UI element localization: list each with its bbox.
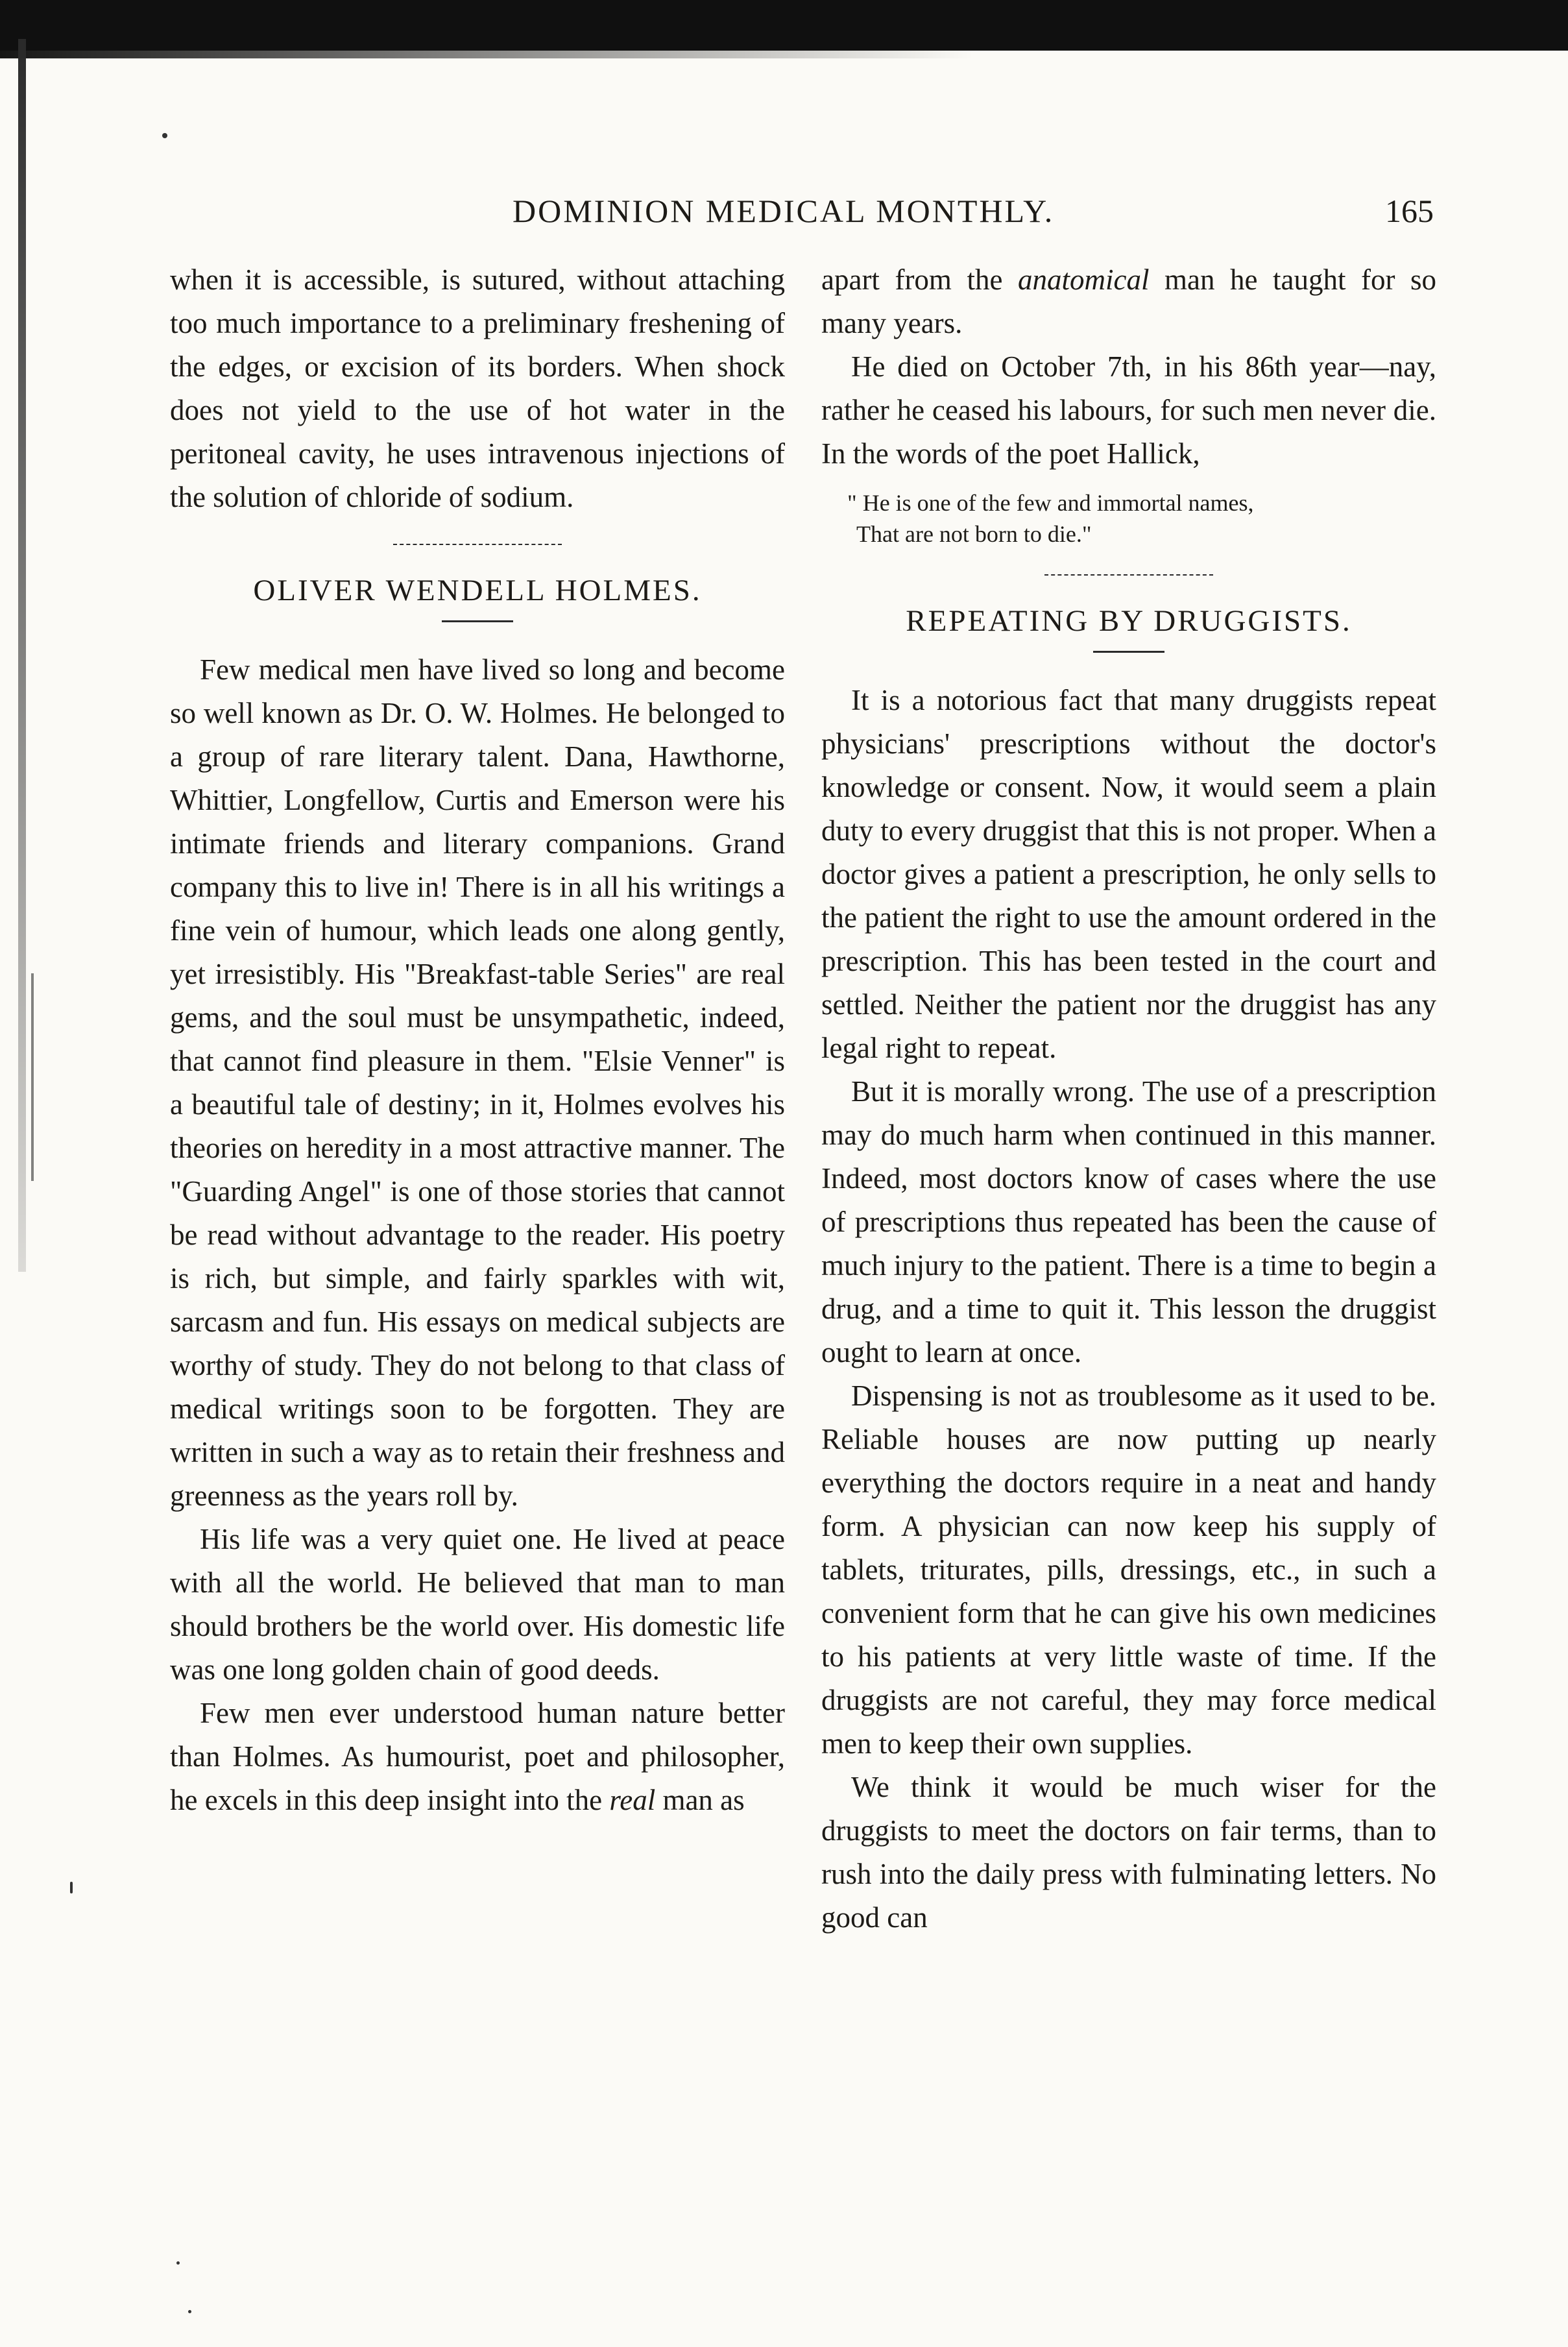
text-run: apart from the	[821, 263, 1003, 296]
heading-rule	[442, 620, 513, 622]
article-paragraph: Dispensing is not as troublesome as it used to be. Reliable houses are now putting up nearly everything the doctors require in a neat and handy form. A physician can now keep his supply of tablets, triturates, pills, dressings, etc., in such a convenient form that he can give his own medicines to his patients at very little waste of time. If the druggists are not careful, they may force medical men to keep their own supplies.	[821, 1380, 1436, 1760]
death-paragraph: He died on October 7th, in his 86th year—nay, rather he ceased his labours, for such men never die. In the words of the poet Hallick,	[821, 350, 1436, 470]
running-title: DOMINION MEDICAL MONTHLY.	[513, 193, 1055, 229]
page-number: 165	[1385, 193, 1434, 229]
right-column	[821, 258, 1436, 1940]
article-paragraph: We think it would be much wiser for the druggists to meet the doctors on fair terms, than to rush into the daily press with fulminating letters. No good can	[821, 1771, 1436, 1934]
article-paragraph-last	[170, 1692, 785, 1822]
text-run: man as	[662, 1784, 745, 1816]
scan-top-border-shadow	[0, 51, 973, 58]
text-run: Few men ever understood human nature better than Holmes. As humourist, poet and philosopher, he excels in this deep insight into the	[170, 1697, 785, 1816]
article-paragraph: His life was a very quiet one. He lived at peace with all the world. He believed that man to man should brothers be the world over. His domestic life was one long golden chain of good deeds.	[170, 1523, 785, 1686]
continuation-paragraph: when it is accessible, is sutured, without attaching too much importance to a preliminary freshening of the edges, or excision of its borders. When shock does not yield to the use of hot water in the peritoneal cavity, he uses intravenous injections of the solution of chloride of sodium.	[170, 263, 785, 513]
scan-speck	[162, 133, 167, 138]
scan-top-border	[0, 0, 1568, 51]
continuation-paragraph	[821, 258, 1436, 345]
italic-word: real	[609, 1784, 656, 1816]
left-column	[170, 258, 785, 1822]
section-divider	[1044, 574, 1213, 576]
scan-speck	[70, 1882, 73, 1893]
scan-speck	[176, 2261, 180, 2265]
italic-word: anatomical	[1017, 263, 1150, 296]
article-paragraph: But it is morally wrong. The use of a prescription may do much harm when continued in this manner. Indeed, most doctors know of cases where the use of prescriptions thus repeated has been the cause of much injury to the patient. There is a time to begin a drug, and a time to quit it. This lesson the druggist ought to learn at once.	[821, 1075, 1436, 1368]
text-run: man he taught for so many years.	[821, 263, 1436, 339]
scan-speck	[188, 2310, 191, 2313]
article-heading-holmes: OLIVER WENDELL HOLMES.	[253, 574, 702, 607]
article-paragraph: It is a notorious fact that many druggists repeat physicians' prescriptions without the doctor's knowledge or consent. Now, it would seem a plain duty to every druggist that this is not proper. When a doctor gives a patient a prescription, he only sells to the patient the right to use the amount ordered in the prescription. This has been tested in the court and settled. Neither the patient nor the druggist has any legal right to repeat.	[821, 684, 1436, 1064]
verse-line: " He is one of the few and immortal names,	[847, 490, 1254, 516]
section-divider	[393, 544, 562, 545]
verse-quotation	[847, 487, 1436, 550]
scan-left-edge-mark	[31, 973, 34, 1181]
verse-line: That are not born to die."	[856, 521, 1092, 547]
scan-left-edge	[18, 39, 26, 1272]
article-paragraph: Few medical men have lived so long and become so well known as Dr. O. W. Holmes. He belonged to a group of rare literary talent. Dana, Hawthorne, Whittier, Longfellow, Curtis and Emerson were his intimate friends and literary companions. Grand company this to live in! There is in all his writings a fine vein of humour, which leads one along gently, yet irresistibly. His "Breakfast-table Series" are real gems, and the soul must be unsympathetic, indeed, that cannot find pleasure in them. "Elsie Venner" is a beautiful tale of destiny; in it, Holmes evolves his theories on heredity in a most attractive manner. The "Guarding Angel" is one of those stories that cannot be read without advantage to the reader. His poetry is rich, but simple, and fairly sparkles with wit, sarcasm and fun. His essays on medical subjects are worthy of study. They do not belong to that class of medical writings soon to be forgotten. They are written in such a way as to retain their freshness and greenness as the years roll by.	[170, 653, 785, 1512]
article-heading-druggists: REPEATING BY DRUGGISTS.	[906, 604, 1352, 638]
running-head	[175, 192, 1434, 234]
heading-rule	[1093, 651, 1164, 653]
